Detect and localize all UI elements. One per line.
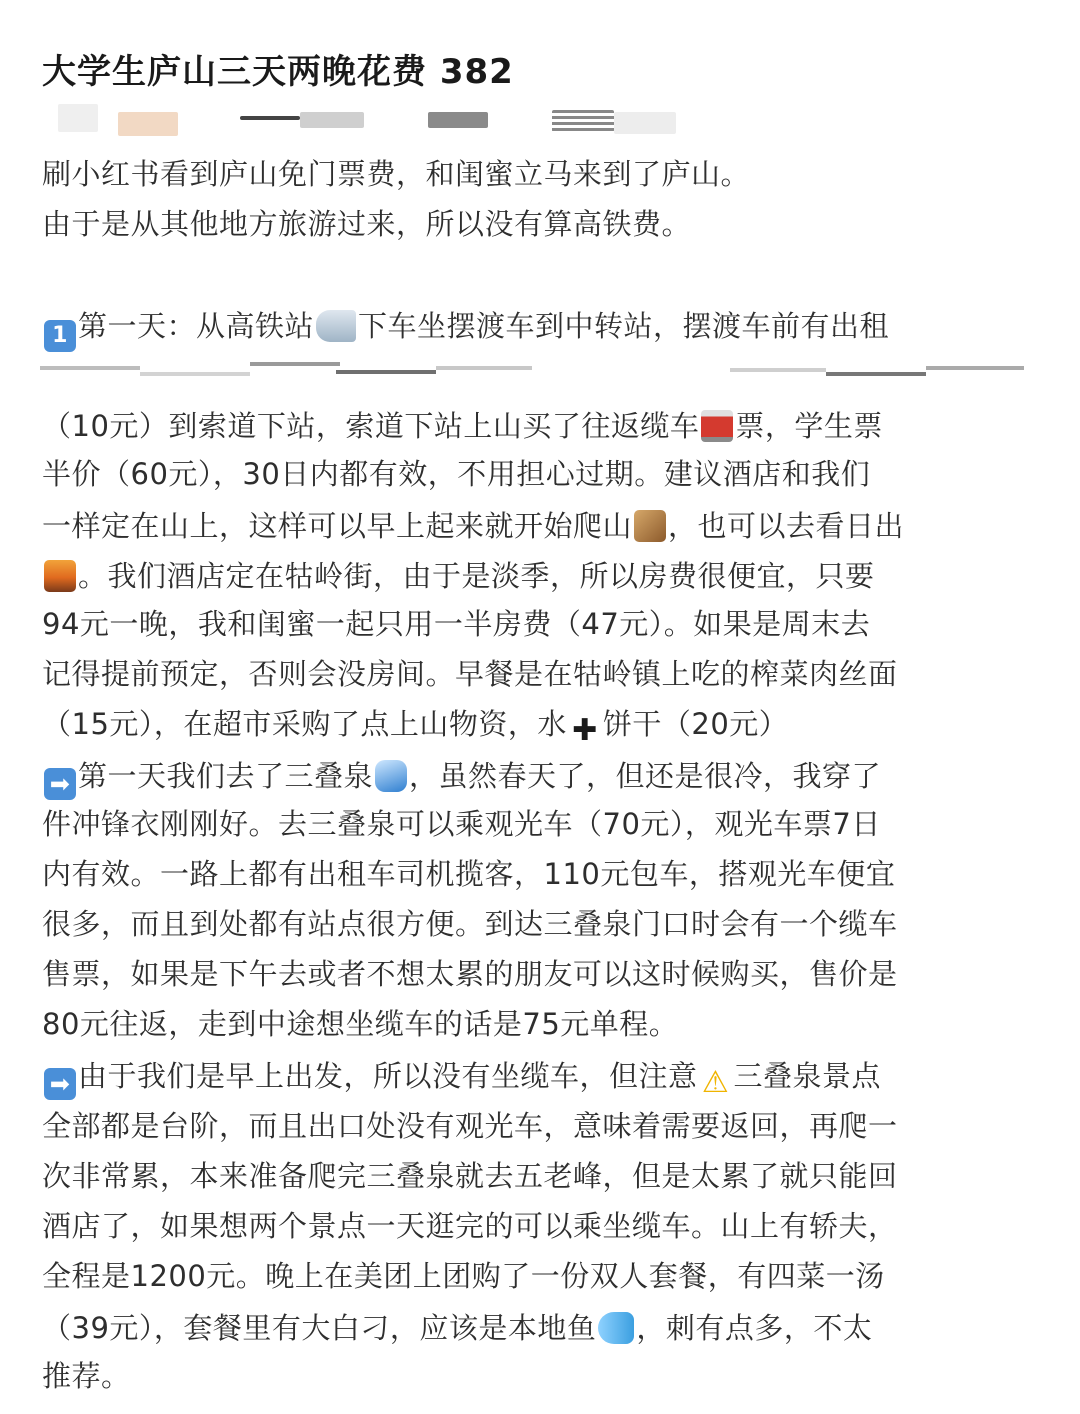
text-line-price: 94元一晚，我和闺蜜一起只用一半房费（47元）。如果是周末去	[42, 607, 871, 641]
text-line-fish: （39元），套餐里有大白刁，应该是本地鱼 ，刺有点多，不太	[42, 1311, 873, 1345]
text-line-day1: 1 第一天：从高铁站 下车坐摆渡车到中转站，摆渡车前有出租	[42, 310, 889, 352]
aerial-tramway-icon	[701, 410, 733, 442]
text-line-hotel: 。我们酒店定在牯岭街，由于是淡季，所以房费很便宜，只要	[42, 560, 875, 592]
text-line-stations: 很多，而且到处都有站点很方便。到达三叠泉门口时会有一个缆车	[42, 907, 898, 941]
text-line-2: 由于是从其他地方旅游过来，所以没有算高铁费。	[42, 207, 692, 241]
text-line-half-price: 半价（60元），30日内都有效，不用担心过期。建议酒店和我们	[42, 457, 871, 491]
text-line-sandiequan: ➡ 第一天我们去了三叠泉 ，虽然春天了，但还是很冷，我穿了	[42, 760, 881, 800]
text-line-supplies: （15元），在超市采购了点上山物资，水 ✚ 饼干（20元）	[42, 707, 789, 748]
water-wave-icon	[375, 760, 407, 792]
text-line-jacket: 件冲锋衣刚刚好。去三叠泉可以乘观光车（70元），观光车票7日	[42, 807, 881, 841]
text-line-tired: 次非常累，本来准备爬完三叠泉就去五老峰，但是太累了就只能回	[42, 1159, 898, 1193]
text-line-morning: ➡ 由于我们是早上出发，所以没有坐缆车，但注意 ⚠ 三叠泉景点	[42, 1062, 881, 1100]
text-line-steps: 全部都是台阶，而且出口处没有观光车，意味着需要返回，再爬一	[42, 1109, 898, 1143]
text-line-cable: （10元）到索道下站，索道下站上山买了往返缆车 票，学生票	[42, 409, 883, 443]
bullet-train-icon	[316, 310, 356, 342]
text-line-return: 80元往返，走到中途想坐缆车的话是75元单程。	[42, 1007, 679, 1041]
fish-icon	[598, 1312, 634, 1344]
text-line-taxi: 内有效。一路上都有出租车司机揽客，110元包车，搭观光车便宜	[42, 857, 896, 891]
text-line-hotel-back: 酒店了，如果想两个景点一天逛完的可以乘坐缆车。山上有轿夫，	[42, 1209, 898, 1243]
sunrise-icon	[44, 560, 76, 592]
post-title: 大学生庐山三天两晚花费 382	[42, 52, 514, 92]
right-arrow-icon: ➡	[44, 1068, 76, 1100]
person-climbing-icon	[634, 510, 666, 542]
text-line-dinner: 全程是1200元。晚上在美团上团购了一份双人套餐，有四菜一汤	[42, 1259, 885, 1293]
text-line-climb: 一样定在山上，这样可以早上起来就开始爬山 ，也可以去看日出	[42, 509, 905, 543]
plus-icon: ✚	[572, 713, 598, 748]
text-line-1: 刷小红书看到庐山免门票费，和闺蜜立马来到了庐山。	[42, 157, 751, 191]
warning-icon: ⚠	[701, 1065, 730, 1100]
text-line-breakfast: 记得提前预定，否则会没房间。早餐是在牯岭镇上吃的榨菜肉丝面	[42, 657, 898, 691]
text-line-recommend: 推荐。	[42, 1359, 131, 1393]
text-line-tickets: 售票，如果是下午去或者不想太累的朋友可以这时候购买，售价是	[42, 957, 898, 991]
keycap-one-icon: 1	[44, 320, 76, 352]
right-arrow-icon: ➡	[44, 768, 76, 800]
